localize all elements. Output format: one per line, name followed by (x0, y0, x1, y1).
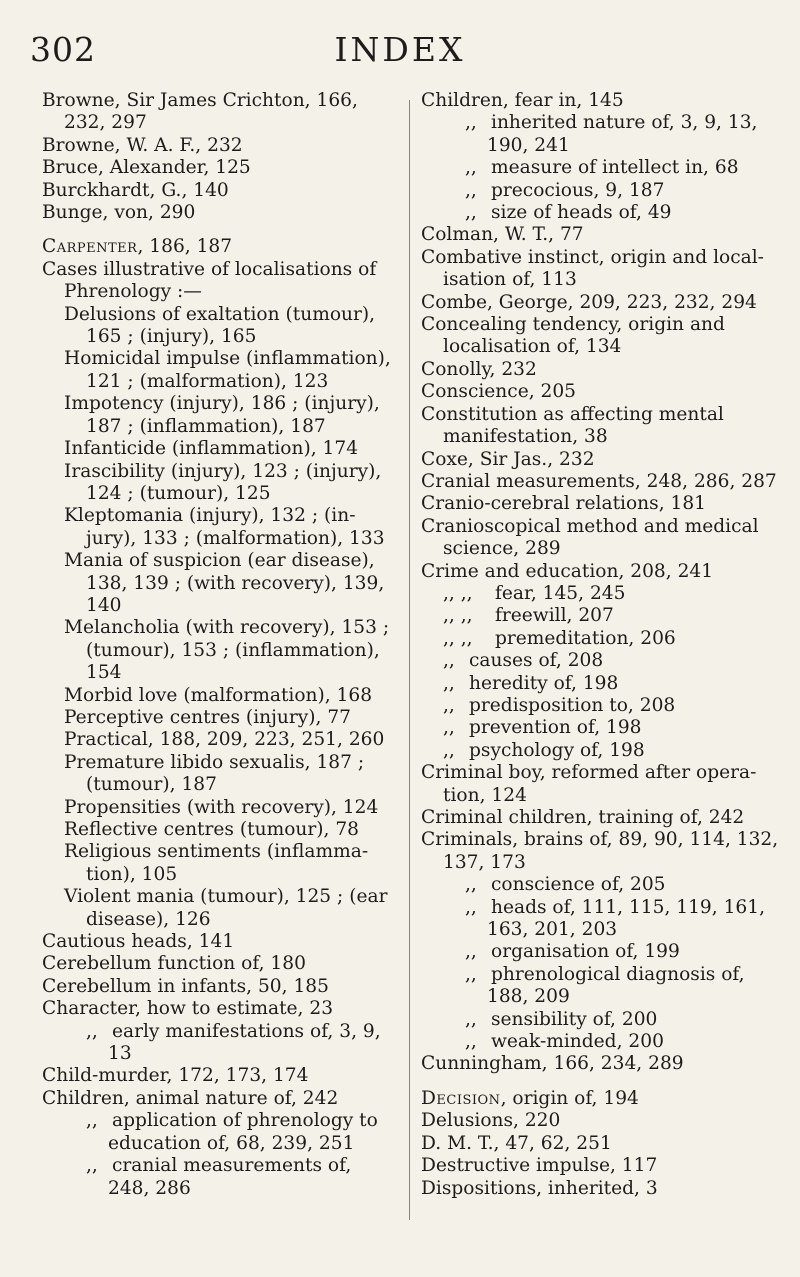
index-entry (421, 381, 781, 403)
entry-text: Religious sentiments (inflammation), 105 (64, 841, 369, 885)
entry-text: Cunningham, 166, 234, 289 (421, 1053, 684, 1075)
entry-text: Criminal children, training of, 242 (421, 807, 745, 828)
entry-text: Character, how to estimate, 23 (42, 998, 334, 1020)
ditto-mark: ,, (465, 874, 477, 896)
entry-text: Combe, George, 209, 223, 232, 294 (421, 291, 757, 313)
index-subentry (42, 819, 392, 841)
entry-text: Cautious heads, 141 (42, 931, 235, 953)
ditto-mark: ,, ,, (443, 605, 473, 627)
page-title: INDEX (334, 30, 466, 69)
entry-text: application of phrenology to education of, 68, 239, 251 (108, 1110, 378, 1154)
entry-text: , origin of, 194 (500, 1087, 639, 1109)
index-entry (421, 762, 781, 807)
index-entry (42, 180, 392, 202)
index-subentry (42, 304, 392, 349)
index-entry (421, 807, 781, 829)
entry-text: Irascibility (injury), 123 ; (injury), 124 ; (tumour), 125 (64, 460, 382, 504)
page-number: 302 (30, 30, 96, 69)
entry-text: heredity of, 198 (469, 672, 619, 694)
entry-text: precocious, 9, 187 (491, 179, 665, 201)
index-entry (42, 236, 392, 258)
index-subentry (421, 874, 781, 896)
index-entry (421, 561, 781, 583)
entry-text: Kleptomania (injury), 132 ; (injury), 133 ; (malformation), 133 (64, 505, 385, 549)
entry-text: Impotency (injury), 186 ; (injury), 187 ; (inflammation), 187 (64, 393, 380, 437)
index-entry (421, 471, 781, 493)
index-entry (421, 1110, 781, 1132)
entry-text: organisation of, 199 (491, 941, 680, 963)
ditto-mark: ,, (443, 739, 455, 761)
index-entry (42, 90, 392, 135)
ditto-mark: ,, (465, 1031, 477, 1053)
entry-text: Violent mania (tumour), 125 ; (ear disease), 126 (64, 886, 388, 930)
index-entry (421, 1155, 781, 1177)
index-entry (421, 359, 781, 381)
index-subentry (421, 897, 781, 942)
entry-text: Child-murder, 172, 173, 174 (42, 1065, 309, 1087)
index-subentry (42, 797, 392, 819)
entry-text: Children, animal nature of, 242 (42, 1087, 339, 1109)
index-subentry (421, 1009, 781, 1031)
index-entry (421, 404, 781, 449)
column-divider (409, 100, 410, 1220)
index-entry (421, 829, 781, 874)
index-entry (421, 224, 781, 246)
index-subentry (42, 1155, 392, 1200)
ditto-mark: ,, (86, 1110, 98, 1132)
index-subentry (42, 461, 392, 506)
entry-text: Morbid love (malformation), 168 (64, 684, 373, 706)
index-entry (421, 314, 781, 359)
entry-text: Children, fear in, 145 (421, 90, 624, 111)
entry-text: , 186, 187 (137, 236, 233, 258)
index-entry (42, 976, 392, 998)
index-subentry (421, 583, 781, 605)
entry-text: predisposition to, 208 (469, 694, 676, 716)
index-entry (421, 516, 781, 561)
entry-text: Homicidal impulse (inflammation), 121 ; (malformation), 123 (64, 348, 391, 392)
ditto-mark: ,, (443, 717, 455, 739)
entry-text: Perceptive centres (injury), 77 (64, 706, 351, 728)
index-subentry (42, 729, 392, 751)
index-entry (421, 292, 781, 314)
index-entry (42, 1088, 392, 1110)
entry-text: cranial measurements of, 248, 286 (108, 1155, 352, 1199)
entry-text: Criminals, brains of, 89, 90, 114, 132, 137, 173 (421, 829, 779, 873)
index-entry (421, 493, 781, 515)
entry-text: Conolly, 232 (421, 358, 537, 380)
entry-text: phrenological diagnosis of, 188, 209 (487, 963, 745, 1008)
entry-text: Bunge, von, 290 (42, 202, 196, 224)
index-subentry (421, 695, 781, 717)
index-subentry (42, 841, 392, 886)
ditto-mark: ,, ,, (443, 582, 473, 604)
entry-text: Practical, 188, 209, 223, 251, 260 (64, 729, 385, 751)
entry-text: freewill, 207 (495, 605, 614, 627)
index-subentry (421, 673, 781, 695)
entry-text: Cases illustrative of localisations of Phrenology :— (42, 258, 377, 303)
index-subentry (421, 157, 781, 179)
index-entry (42, 953, 392, 975)
index-entry (421, 1088, 781, 1110)
ditto-mark: ,, (465, 941, 477, 963)
entry-text: psychology of, 198 (469, 739, 645, 761)
entry-text: Constitution as affecting mental manifestation, 38 (421, 403, 724, 448)
entry-text: Premature libido sexualis, 187 ; (tumour), 187 (64, 751, 365, 796)
index-subentry (42, 707, 392, 729)
index-subentry (421, 941, 781, 963)
index-column-right (421, 90, 781, 1200)
entry-text: Conscience, 205 (421, 381, 577, 403)
entry-text: premeditation, 206 (495, 627, 676, 649)
ditto-mark: ,, (465, 1008, 477, 1030)
index-entry (42, 998, 392, 1020)
index-entry (421, 247, 781, 292)
entry-text: Cranioscopical method and medical science, 289 (421, 515, 759, 560)
index-subentry (42, 685, 392, 707)
ditto-mark: ,, (443, 672, 455, 694)
index-subentry (421, 650, 781, 672)
index-subentry (421, 1031, 781, 1053)
entry-heading: Carpenter (42, 236, 138, 258)
ditto-mark: ,, (465, 896, 477, 918)
ditto-mark: ,, (443, 694, 455, 716)
index-subentry (42, 1110, 392, 1155)
entry-heading: Decision (421, 1087, 501, 1109)
index-entry (42, 202, 392, 224)
index-entry (42, 135, 392, 157)
index-subentry (421, 964, 781, 1009)
ditto-mark: ,, (86, 1155, 98, 1177)
entry-text: conscience of, 205 (491, 874, 666, 896)
page-header (0, 26, 800, 76)
index-subentry (42, 348, 392, 393)
index-subentry (42, 617, 392, 684)
ditto-mark: ,, (465, 157, 477, 179)
index-subentry (421, 180, 781, 202)
entry-text: sensibility of, 200 (491, 1008, 658, 1030)
ditto-mark: ,, (465, 179, 477, 201)
entry-text: Browne, W. A. F., 232 (42, 134, 243, 156)
index-entry (421, 90, 781, 112)
entry-text: causes of, 208 (469, 650, 604, 672)
entry-text: Dispositions, inherited, 3 (421, 1177, 658, 1199)
ditto-mark: ,, ,, (443, 627, 473, 649)
entry-text: inherited nature of, 3, 9, 13, 190, 241 (487, 112, 758, 156)
index-entry (42, 157, 392, 179)
entry-text: Reflective centres (tumour), 78 (64, 819, 359, 840)
entry-text: Melancholia (with recovery), 153 ; (tumour), 153 ; (inflammation), 154 (64, 617, 390, 684)
entry-text: Colman, W. T., 77 (421, 224, 584, 246)
entry-text: size of heads of, 49 (491, 202, 672, 224)
ditto-mark: ,, (465, 112, 477, 134)
entry-text: Mania of suspicion (ear disease), 138, 139 ; (with recovery), 139, 140 (64, 550, 385, 616)
index-entry (42, 259, 392, 304)
index-subentry (42, 752, 392, 797)
entry-text: Browne, Sir James Crichton, 166, 232, 297 (42, 90, 358, 134)
index-column-left (42, 90, 392, 1200)
entry-text: fear, 145, 245 (495, 582, 626, 604)
entry-text: Bruce, Alexander, 125 (42, 157, 251, 179)
entry-text: Cranial measurements, 248, 286, 287 (421, 470, 777, 492)
entry-text: Burckhardt, G., 140 (42, 179, 229, 201)
index-entry (42, 1065, 392, 1087)
ditto-mark: ,, (443, 650, 455, 672)
entry-text: Delusions of exaltation (tumour), 165 ; (injury), 165 (64, 303, 376, 348)
entry-text: Delusions, 220 (421, 1110, 561, 1132)
index-subentry (42, 438, 392, 460)
index-entry (421, 1178, 781, 1200)
index-entry (42, 931, 392, 953)
index-subentry (421, 112, 781, 157)
entry-text: Concealing tendency, origin and localisation of, 134 (421, 314, 725, 358)
index-subentry (42, 550, 392, 617)
entry-text: Criminal boy, reformed after operation, 124 (421, 762, 757, 806)
index-subentry (421, 628, 781, 650)
ditto-mark: ,, (86, 1020, 98, 1042)
entry-text: measure of intellect in, 68 (491, 157, 739, 179)
index-subentry (42, 1021, 392, 1066)
entry-text: Cerebellum in infants, 50, 185 (42, 975, 329, 997)
index-subentry (42, 886, 392, 931)
ditto-mark: ,, (465, 202, 477, 224)
index-entry (421, 1133, 781, 1155)
index-subentry (421, 717, 781, 739)
entry-text: Cranio-cerebral relations, 181 (421, 493, 707, 515)
ditto-mark: ,, (465, 963, 477, 985)
entry-text: Destructive impulse, 117 (421, 1155, 658, 1177)
entry-text: Combative instinct, origin and localisation of, 113 (421, 246, 764, 291)
index-subentry (421, 605, 781, 627)
entry-text: early manifestations of, 3, 9, 13 (108, 1020, 381, 1065)
entry-text: Crime and education, 208, 241 (421, 560, 714, 582)
entry-text: Coxe, Sir Jas., 232 (421, 448, 595, 470)
index-subentry (421, 740, 781, 762)
index-entry (421, 1053, 781, 1075)
index-entry (421, 449, 781, 471)
entry-text: Cerebellum function of, 180 (42, 953, 306, 975)
index-subentry (42, 393, 392, 438)
index-subentry (42, 505, 392, 550)
entry-text: weak-minded, 200 (491, 1031, 664, 1053)
index-subentry (421, 202, 781, 224)
entry-text: D. M. T., 47, 62, 251 (421, 1132, 612, 1154)
entry-text: heads of, 111, 115, 119, 161, 163, 201, 203 (487, 896, 765, 941)
entry-text: Infanticide (inflammation), 174 (64, 438, 359, 460)
entry-text: prevention of, 198 (469, 717, 642, 739)
entry-text: Propensities (with recovery), 124 (64, 796, 379, 818)
